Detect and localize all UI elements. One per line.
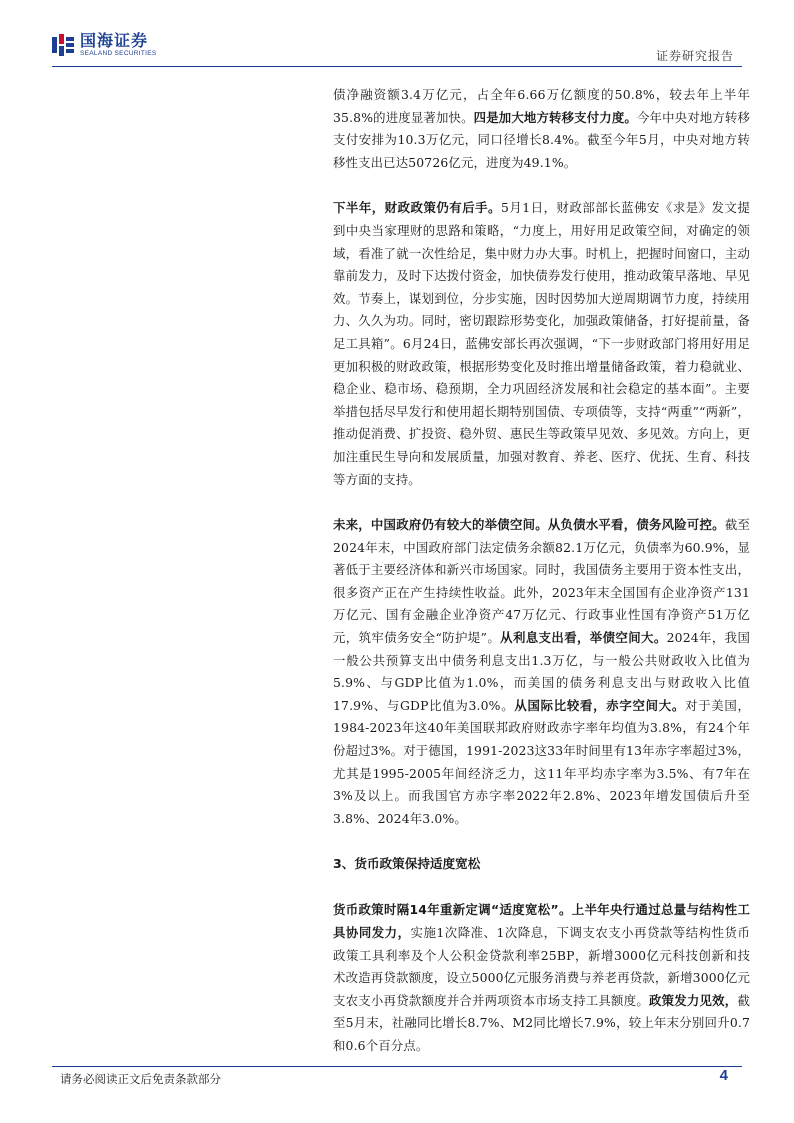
- body-text: 债净融资额3.4万亿元，占全年6.66万亿额度的50.8%，较去年上半年35.8%的进度显著加快。: [333, 87, 750, 125]
- emphasis-text: 未来，中国政府仍有较大的举债空间。从负债水平看，债务风险可控。: [333, 517, 725, 533]
- emphasis-text: 货币政策时隔14年重新定调“适度宽松”。上半年央行通过总量与结构性工具协同发力，: [333, 902, 750, 940]
- report-body: [333, 84, 750, 1081]
- report-type-label: 证券研究报告: [655, 49, 734, 63]
- body-paragraph: [333, 197, 750, 491]
- page-header: [52, 30, 742, 66]
- page-number: 4: [719, 1067, 728, 1084]
- emphasis-text: 政策发力见效，: [648, 992, 738, 1008]
- body-text: 5月1日，财政部部长蓝佛安《求是》发文提到中央当家理财的思路和策略，“力度上，用好用足政策空间，对确定的领域，看准了就一次性给足，集中财力办大事。时机上，把握时间窗口，主动靠前发力，及时下达拨付资金，加快债券发行使用，推动政策早落地、早见效。节奏上，谋划到位，分步实施，因时因势加大逆周期调节力度，持续用力、久久为功。同时，密切跟踪形势变化，加强政策储备，打好提前量，备足工具箱”。6月24日，蓝佛安部长再次强调，“下一步财政部门将用好用足更加积极的财政政策，根据形势变化及时推出增量储备政策，着力稳就业、稳企业、稳市场、稳预期，全力巩固经济发展和社会稳定的基本面”。主要举措包括尽早发行和使用超长期特别国债、专项债等，支持“两重”“两新”，推动促消费、扩投资、稳外贸、惠民生等政策早见效、多见效。方向上，更加注重民生导向和发展质量，加强对教育、养老、医疗、优抚、生育、科技等方面的支持。: [333, 200, 750, 487]
- footer-disclaimer: 请务必阅读正文后免责条款部分: [60, 1072, 221, 1086]
- body-text: 实施1次降准、1次降息，下调支农支小再贷款等结构性货币政策工具利率及个人公积金贷款利率25BP，新增3000亿元科技创新和技术改造再贷款额度，设立5000亿元服务消费与养老再贷款，新增3000亿元支农支小再贷款额度并合并两项资本市场支持工具额度。: [333, 925, 750, 1008]
- body-text: 截至5月末，社融同比增长8.7%、M2同比增长7.9%，较上年末分别回升0.7和0.6个百分点。: [333, 992, 750, 1053]
- body-paragraph: [333, 84, 750, 174]
- emphasis-text: 四是加大地方转移支付力度。: [473, 109, 637, 125]
- body-text: 对于美国，1984-2023年这40年美国联邦政府财政赤字率年均值为3.8%，有24个年份超过3%。对于德国，1991-2023这33年时间里有13年赤字率超过3%，尤其是1995-2005年间经济乏力，这11年平均赤字率为3.5%、有7年在3%及以上。而我国官方赤字率2022年2.8%、2023年增发国债后升至3.8%、2024年3.0%。: [333, 697, 751, 826]
- emphasis-text: 从国际比较看，赤字空间大。: [514, 697, 685, 713]
- body-text: 截至2024年末，中国政府部门法定债务余额82.1万亿元，负债率为60.9%，显著低于主要经济体和新兴市场国家。同时，我国债务主要用于资本性支出，很多资产正在产生持续性收益。此外，2023年末全国国有企业净资产131万亿元、国有金融企业净资产47万亿元、行政事业性国有净资产51万亿元，筑牢债务安全“防护堤”。: [333, 517, 750, 646]
- body-paragraph: [333, 514, 750, 830]
- emphasis-text: 从利息支出看，举债空间大。: [500, 630, 667, 646]
- footer-divider: [52, 1066, 742, 1067]
- body-text: 2024年，我国一般公共预算支出中债务利息支出1.3万亿，与一般公共财政收入比值为5.9%、与GDP比值为1.0%，而美国的债务利息支出与财政收入比值17.9%、与GDP比值为3.0%。: [333, 630, 750, 713]
- body-text: 今年中央对地方转移支付安排为10.3万亿元，同口径增长8.4%。截至今年5月，中央对地方转移性支出已达50726亿元，进度为49.1%。: [333, 109, 750, 170]
- logo-name-en: SEALAND SECURITIES: [80, 50, 157, 57]
- header-divider: [52, 66, 742, 67]
- sealand-logo-icon: [52, 34, 74, 56]
- section-heading: 3、货币政策保持适度宽松: [333, 856, 481, 872]
- body-paragraph: [333, 899, 750, 1057]
- logo-name-cn: 国海证券: [80, 31, 149, 50]
- company-logo: [52, 32, 157, 58]
- emphasis-text: 下半年，财政政策仍有后手。: [333, 200, 501, 216]
